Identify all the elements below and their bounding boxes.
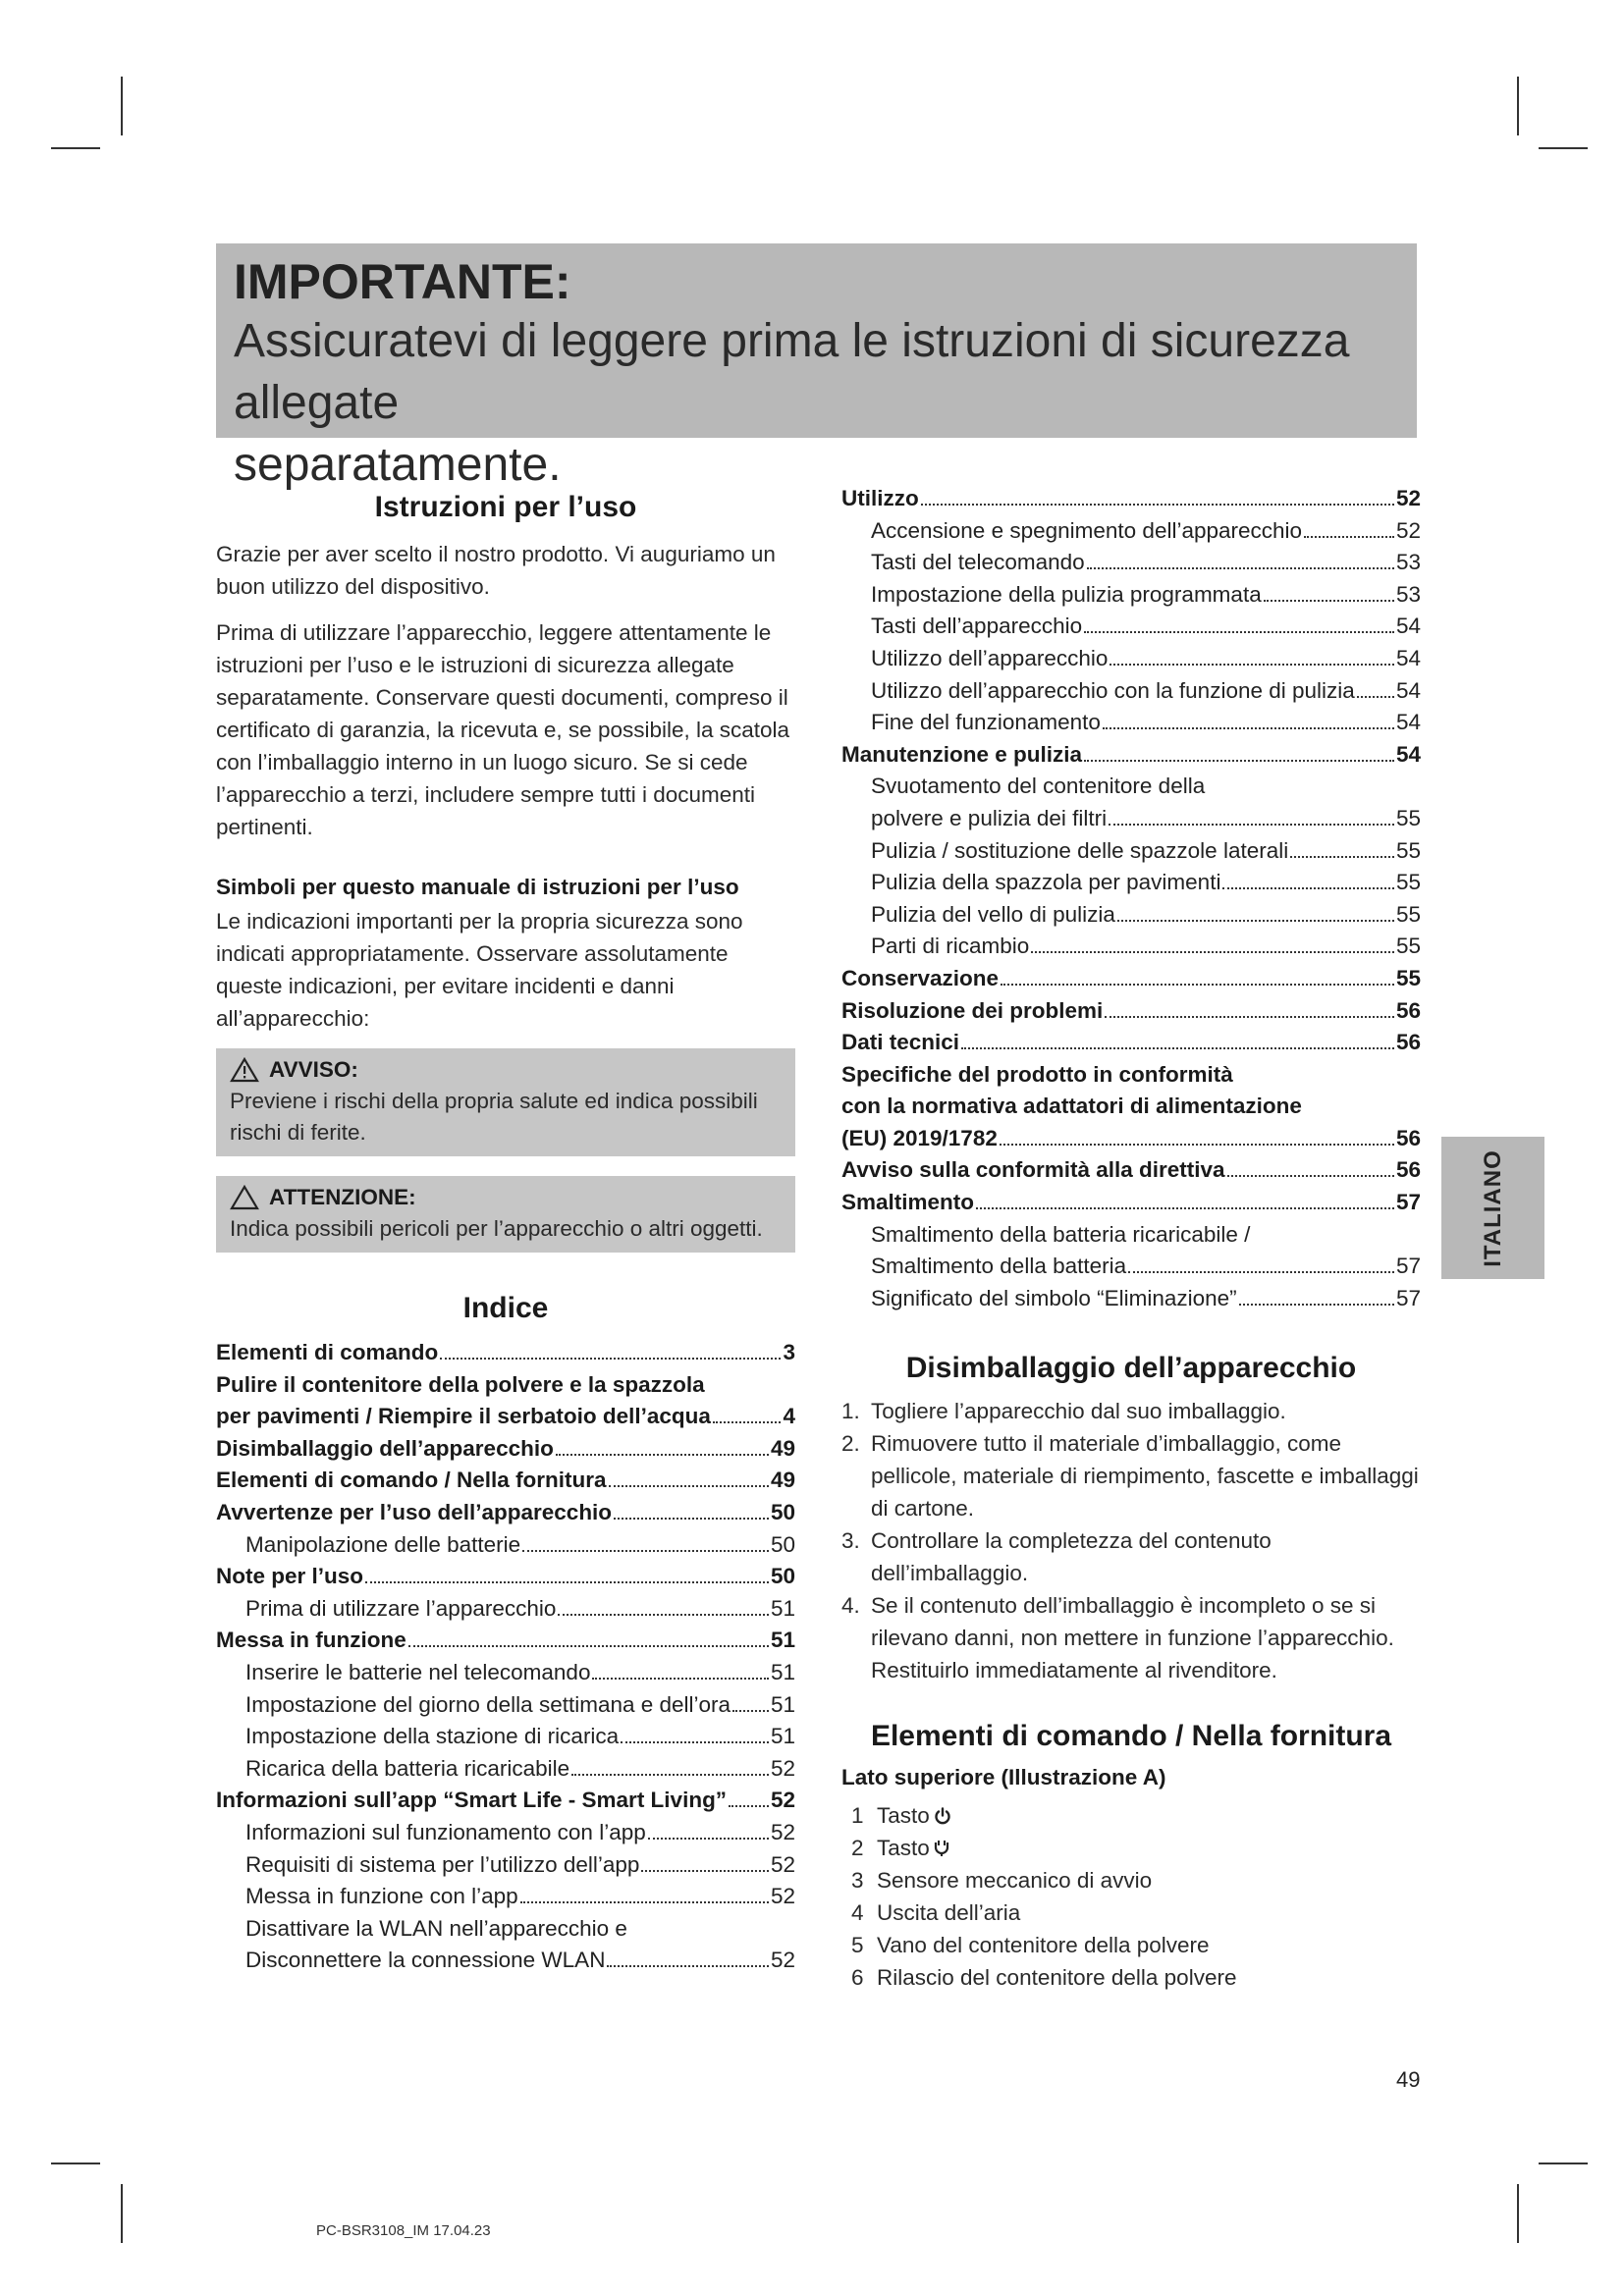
toc-entry-page: 50 <box>770 1499 795 1524</box>
toc-entry-page: 54 <box>1395 677 1421 703</box>
toc-leader-dots <box>732 1710 769 1712</box>
toc-entry <box>216 1401 795 1433</box>
toc-leader-dots <box>1031 951 1394 953</box>
toc-entry <box>841 707 1421 739</box>
toc-leader-dots <box>621 1741 769 1743</box>
toc-entry <box>216 1657 795 1689</box>
toc-entry <box>216 1753 795 1786</box>
toc-entry-title: Risoluzione dei problemi <box>841 997 1104 1023</box>
step-text: Togliere l’apparecchio dal suo imballaggio. <box>871 1399 1286 1424</box>
toc-entry <box>841 963 1421 995</box>
toc-entry-title: Specifiche del prodotto in conformità <box>841 1061 1233 1087</box>
toc-entry <box>841 931 1421 963</box>
toc-leader-dots <box>522 1550 769 1552</box>
right-column <box>841 483 1421 1994</box>
toc-entry-title: Pulizia / sostituzione delle spazzole laterali <box>871 837 1289 863</box>
toc-entry <box>216 1785 795 1817</box>
toc-entry-title: con la normativa adattatori di alimentazione <box>841 1094 1302 1119</box>
toc-entry <box>841 611 1421 643</box>
dock-charging-icon <box>930 1840 949 1857</box>
toc-entry-title: Manipolazione delle batterie <box>245 1531 521 1557</box>
toc-entry-title: Utilizzo dell’apparecchio <box>871 645 1109 670</box>
toc-entry-title: Note per l’uso <box>216 1564 364 1589</box>
item-text: Rilascio del contenitore della polvere <box>877 1965 1237 1991</box>
toc-entry-page: 52 <box>770 1819 795 1844</box>
item-number: 1 <box>851 1803 864 1829</box>
list-item <box>841 1524 1421 1589</box>
intro-paragraph: Prima di utilizzare l’apparecchio, leggere attentamente le istruzioni per l’uso e le istruzioni di sicurezza allegate separatamente. Conservare questi documenti, compreso il certificato di garanzia, la ricevuta e, se possibile, la scatola con l’imballaggio interno in un luogo sicuro. Se si cede l’apparecchio a terzi, includere sempre tutti i documenti pertinenti. <box>216 620 790 839</box>
item-text: Tasto <box>877 1836 930 1861</box>
warning-text: Previene i rischi della propria salute ed indica possibili rischi di ferite. <box>230 1089 758 1145</box>
unpacking-heading: Disimballaggio dell’apparecchio <box>905 1352 1357 1385</box>
caution-triangle-icon <box>230 1185 259 1210</box>
crop-mark <box>1539 2163 1588 2164</box>
warning-triangle-icon <box>230 1057 259 1083</box>
toc-entry-page: 55 <box>1395 901 1421 927</box>
item-text: Uscita dell’aria <box>877 1900 1021 1926</box>
toc-entry-title: Requisiti di sistema per l’utilizzo dell’app <box>245 1851 640 1877</box>
item-number: 6 <box>851 1965 864 1991</box>
toc-entry-page: 51 <box>770 1628 795 1653</box>
toc-leader-dots <box>440 1358 781 1360</box>
toc-entry-title: Accensione e spegnimento dell’apparecchio <box>871 517 1303 543</box>
toc-entry-title: Conservazione <box>841 965 1000 990</box>
crop-mark <box>51 2163 100 2164</box>
table-of-contents-left <box>216 1337 795 1977</box>
item-number: 3 <box>851 1868 864 1894</box>
toc-leader-dots <box>592 1678 769 1680</box>
language-tab <box>1441 1137 1544 1279</box>
banner-text-line: separatamente. <box>234 439 562 491</box>
toc-entry-title: polvere e pulizia dei filtri <box>871 805 1108 830</box>
toc-leader-dots <box>713 1421 782 1423</box>
toc-leader-dots <box>1000 1144 1394 1146</box>
toc-entry <box>841 995 1421 1028</box>
toc-entry-title: Impostazione della pulizia programmata <box>871 581 1262 607</box>
toc-entry-title: Messa in funzione <box>216 1628 406 1653</box>
list-item <box>841 1799 1421 1832</box>
toc-entry <box>841 643 1421 675</box>
controls-subheading: Lato superiore (Illustrazione A) <box>841 1765 1166 1790</box>
toc-entry <box>841 675 1421 708</box>
toc-entry-title: Disconnettere la connessione WLAN <box>245 1948 606 1973</box>
toc-entry-page: 52 <box>770 1788 795 1813</box>
crop-mark <box>121 2184 123 2243</box>
toc-leader-dots <box>1222 887 1394 889</box>
toc-entry-page: 49 <box>770 1468 795 1493</box>
toc-leader-dots <box>1084 631 1394 633</box>
toc-entry <box>216 1817 795 1849</box>
toc-entry <box>841 1283 1421 1315</box>
toc-entry-page: 52 <box>770 1884 795 1909</box>
crop-mark <box>1517 2184 1519 2243</box>
toc-entry-title: Svuotamento del contenitore della <box>871 774 1206 799</box>
toc-entry-page: 54 <box>1395 614 1421 639</box>
toc-entry-page: 52 <box>1395 486 1421 510</box>
toc-leader-dots <box>1290 856 1394 858</box>
toc-leader-dots <box>1109 824 1394 826</box>
toc-entry-page: 56 <box>1395 1125 1421 1150</box>
toc-entry-title: Prima di utilizzare l’apparecchio <box>245 1595 557 1621</box>
toc-entry-page: 51 <box>770 1659 795 1684</box>
important-banner <box>216 243 1417 491</box>
toc-entry <box>216 1433 795 1466</box>
toc-entry-title: Avviso sulla conformità alla direttiva <box>841 1157 1225 1183</box>
toc-entry-title: Messa in funzione con l’app <box>245 1884 518 1909</box>
section-heading: Istruzioni per l’uso <box>374 491 637 523</box>
toc-entry-page: 3 <box>783 1340 795 1364</box>
toc-entry-page: 56 <box>1395 1157 1421 1183</box>
left-column <box>216 483 795 1977</box>
power-icon <box>930 1807 951 1825</box>
toc-entry-title: Smaltimento della batteria ricaricabile / <box>871 1221 1251 1247</box>
toc-entry-page: 52 <box>770 1851 795 1877</box>
toc-entry <box>216 1561 795 1593</box>
language-tab-label: ITALIANO <box>1479 1148 1506 1267</box>
toc-entry-title: Avvertenze per l’uso dell’apparecchio <box>216 1499 613 1524</box>
toc-entry <box>216 1721 795 1753</box>
toc-entry-page: 52 <box>770 1948 795 1973</box>
step-text: Rimuovere tutto il materiale d’imballaggio, come pellicole, materiale di riempimento, fascette e imballaggi di cartone. <box>871 1431 1419 1522</box>
toc-entry <box>841 1123 1421 1155</box>
unpacking-steps <box>841 1395 1421 1686</box>
toc-entry-page: 50 <box>770 1564 795 1589</box>
toc-leader-dots <box>1105 1016 1394 1018</box>
step-number: 4. <box>841 1593 860 1619</box>
toc-entry-page: 51 <box>770 1724 795 1749</box>
toc-entry-title: Utilizzo <box>841 486 919 510</box>
toc-entry-title: Pulizia del vello di pulizia <box>871 901 1115 927</box>
toc-entry-page: 55 <box>1395 805 1421 830</box>
item-text: Sensore meccanico di avvio <box>877 1868 1153 1894</box>
toc-entry-title: Elementi di comando <box>216 1340 439 1364</box>
toc-entry-title: Significato del simbolo “Eliminazione” <box>871 1285 1237 1310</box>
toc-entry <box>841 1154 1421 1187</box>
toc-leader-dots <box>1239 1304 1394 1306</box>
toc-entry-title: Disattivare la WLAN nell’apparecchio e <box>245 1915 627 1941</box>
toc-entry <box>841 867 1421 899</box>
toc-leader-dots <box>520 1901 769 1903</box>
toc-entry <box>841 739 1421 772</box>
toc-entry-page: 52 <box>1395 517 1421 543</box>
step-number: 3. <box>841 1528 860 1554</box>
toc-entry <box>841 547 1421 579</box>
toc-entry-page: 56 <box>1395 997 1421 1023</box>
toc-leader-dots <box>607 1965 769 1967</box>
toc-leader-dots <box>571 1774 769 1776</box>
item-number: 2 <box>851 1836 864 1861</box>
toc-entry-page: 54 <box>1395 710 1421 735</box>
toc-leader-dots <box>1001 984 1394 986</box>
toc-entry-page: 57 <box>1395 1254 1421 1279</box>
toc-entry-title: Disimballaggio dell’apparecchio <box>216 1435 554 1461</box>
toc-entry <box>841 1251 1421 1283</box>
toc-entry <box>841 483 1421 515</box>
toc-entry-title: Pulire il contenitore della polvere e la spazzola <box>216 1371 705 1397</box>
toc-entry <box>216 1465 795 1497</box>
toc-entry-page: 55 <box>1395 934 1421 959</box>
toc-entry-title: Manutenzione e pulizia <box>841 741 1083 767</box>
toc-leader-dots <box>641 1870 769 1872</box>
toc-leader-dots <box>1357 696 1394 698</box>
toc-entry <box>216 1625 795 1657</box>
toc-entry <box>216 1593 795 1626</box>
toc-entry-page: 57 <box>1395 1190 1421 1215</box>
table-of-contents-right <box>841 483 1421 1314</box>
toc-entry-title: Fine del funzionamento <box>871 710 1101 735</box>
list-item <box>841 1395 1421 1427</box>
toc-entry-page: 55 <box>1395 870 1421 895</box>
toc-entry <box>216 1337 795 1369</box>
caution-title: ATTENZIONE: <box>269 1185 416 1209</box>
crop-mark <box>1517 77 1519 135</box>
toc-entry-page: 53 <box>1395 581 1421 607</box>
toc-entry <box>216 1945 795 1977</box>
item-text: Tasto <box>877 1803 930 1829</box>
toc-entry-page: 51 <box>770 1691 795 1717</box>
item-text: Vano del contenitore della polvere <box>877 1933 1210 1958</box>
toc-entry-title: Dati tecnici <box>841 1030 960 1055</box>
toc-leader-dots <box>1084 760 1394 762</box>
toc-leader-dots <box>1110 664 1394 666</box>
toc-entry-title: Tasti del telecomando <box>871 550 1085 575</box>
list-item <box>841 1589 1421 1686</box>
toc-entry-title: Informazioni sul funzionamento con l’app <box>245 1819 646 1844</box>
toc-entry-page: 55 <box>1395 837 1421 863</box>
list-item <box>841 1864 1421 1896</box>
symbols-text: Le indicazioni importanti per la propria sicurezza sono indicati appropriatamente. Osservare assolutamente queste indicazioni, per evitare incidenti e danni all’apparecchio: <box>216 909 743 1031</box>
list-item <box>841 1896 1421 1929</box>
step-text: Se il contenuto dell’imballaggio è incompleto o se si rilevano danni, non mettere in funzione l’apparecchio. Restituirlo immediatamente al rivenditore. <box>871 1593 1394 1683</box>
toc-entry-title: Parti di ricambio <box>871 934 1030 959</box>
toc-entry-page: 56 <box>1395 1030 1421 1055</box>
toc-leader-dots <box>961 1047 1394 1049</box>
toc-entry-page: 4 <box>783 1404 795 1429</box>
toc-entry <box>216 1497 795 1529</box>
toc-entry-page: 50 <box>770 1531 795 1557</box>
toc-entry-title: Tasti dell’apparecchio <box>871 614 1083 639</box>
toc-entry-page: 52 <box>770 1755 795 1781</box>
toc-entry-page: 55 <box>1395 965 1421 990</box>
symbols-heading: Simboli per questo manuale di istruzioni per l’uso <box>216 875 739 899</box>
toc-entry-title: Smaltimento <box>841 1190 975 1215</box>
intro-paragraph: Grazie per aver scelto il nostro prodotto. Vi auguriamo un buon utilizzo del dispositivo. <box>216 542 776 599</box>
step-text: Controllare la completezza del contenuto dell’imballaggio. <box>871 1528 1272 1586</box>
toc-leader-dots <box>365 1581 769 1583</box>
page-number: 49 <box>1396 2067 1421 2092</box>
index-heading: Indice <box>462 1292 549 1324</box>
toc-entry-title: Ricarica della batteria ricaricabile <box>245 1755 570 1781</box>
caution-notice <box>216 1176 795 1253</box>
list-item <box>841 1832 1421 1864</box>
toc-leader-dots <box>1264 600 1394 602</box>
toc-entry-title: Elementi di comando / Nella fornitura <box>216 1468 607 1493</box>
crop-mark <box>51 147 100 149</box>
toc-entry <box>841 899 1421 932</box>
toc-entry <box>841 515 1421 548</box>
toc-entry <box>841 579 1421 612</box>
toc-leader-dots <box>1117 920 1394 922</box>
controls-list <box>841 1799 1421 1994</box>
list-item <box>841 1961 1421 1994</box>
toc-entry <box>841 1187 1421 1219</box>
toc-entry-title: Utilizzo dell’apparecchio con la funzione di pulizia <box>871 677 1355 703</box>
toc-entry-title: Smaltimento della batteria <box>871 1254 1127 1279</box>
toc-entry-page: 49 <box>770 1435 795 1461</box>
crop-mark <box>1539 147 1588 149</box>
toc-entry-page: 54 <box>1395 645 1421 670</box>
toc-entry-title: (EU) 2019/1782 <box>841 1125 998 1150</box>
toc-entry-title: Impostazione della stazione di ricarica <box>245 1724 620 1749</box>
toc-leader-dots <box>976 1207 1394 1209</box>
toc-entry <box>841 835 1421 868</box>
toc-leader-dots <box>729 1805 769 1807</box>
toc-entry <box>216 1849 795 1882</box>
step-number: 1. <box>841 1399 860 1424</box>
toc-entry <box>216 1689 795 1722</box>
crop-mark <box>121 77 123 135</box>
banner-text-line: Assicuratevi di leggere prima le istruzioni di sicurezza allegate <box>234 315 1350 429</box>
toc-entry-page: 53 <box>1395 550 1421 575</box>
item-number: 5 <box>851 1933 864 1958</box>
toc-entry-title: Impostazione del giorno della settimana e dell’ora <box>245 1691 731 1717</box>
toc-leader-dots <box>609 1485 769 1487</box>
toc-leader-dots <box>921 504 1394 506</box>
footer-code: PC-BSR3108_IM 17.04.23 <box>316 2222 491 2239</box>
toc-entry-title: Pulizia della spazzola per pavimenti <box>871 870 1221 895</box>
toc-entry-title: Informazioni sull’app “Smart Life - Smart Living” <box>216 1788 728 1813</box>
toc-leader-dots <box>556 1454 769 1456</box>
toc-leader-dots <box>1227 1175 1394 1177</box>
warning-title: AVVISO: <box>269 1057 358 1082</box>
caution-text: Indica possibili pericoli per l’apparecchio o altri oggetti. <box>230 1216 763 1241</box>
warning-notice <box>216 1048 795 1156</box>
toc-entry-title: per pavimenti / Riempire il serbatoio dell’acqua <box>216 1404 711 1429</box>
toc-leader-dots <box>1087 567 1394 569</box>
item-number: 4 <box>851 1900 864 1926</box>
toc-leader-dots <box>1304 536 1394 538</box>
list-item <box>841 1929 1421 1961</box>
toc-entry <box>841 1027 1421 1059</box>
toc-entry-page: 54 <box>1395 741 1421 767</box>
toc-entry <box>216 1529 795 1562</box>
list-item <box>841 1427 1421 1524</box>
toc-leader-dots <box>1103 727 1394 729</box>
toc-leader-dots <box>614 1518 769 1520</box>
toc-entry-title: Inserire le batterie nel telecomando <box>245 1659 591 1684</box>
toc-entry <box>216 1881 795 1913</box>
toc-entry-page: 51 <box>770 1595 795 1621</box>
banner-title: IMPORTANTE: <box>234 254 571 309</box>
toc-leader-dots <box>408 1645 769 1647</box>
toc-leader-dots <box>648 1838 769 1840</box>
step-number: 2. <box>841 1431 860 1457</box>
toc-entry <box>841 803 1421 835</box>
controls-heading: Elementi di comando / Nella fornitura <box>870 1720 1392 1753</box>
toc-leader-dots <box>1128 1271 1394 1273</box>
toc-leader-dots <box>558 1614 769 1616</box>
toc-entry-page: 57 <box>1395 1285 1421 1310</box>
